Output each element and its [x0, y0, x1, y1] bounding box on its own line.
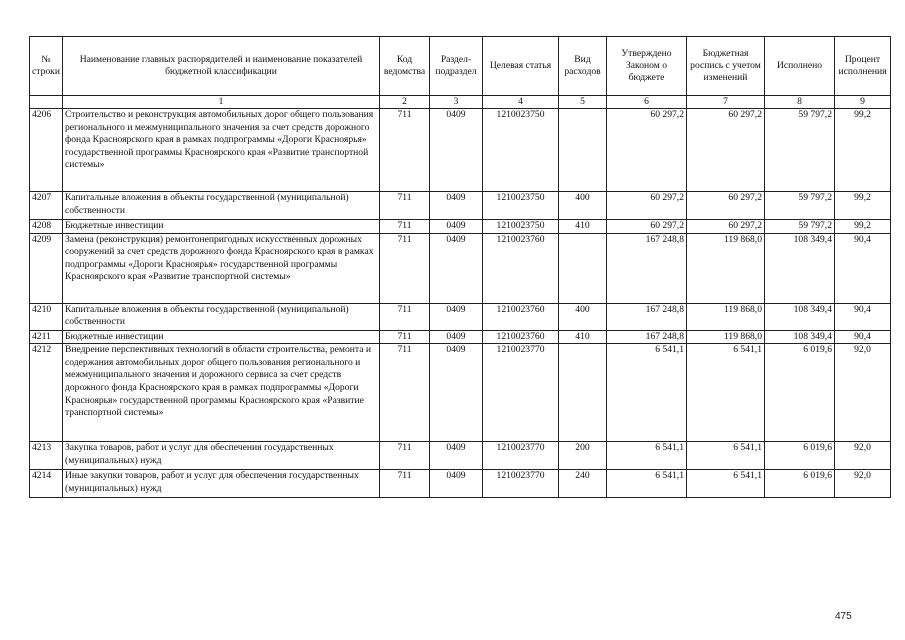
header-department-code: Код ведомства — [380, 37, 430, 96]
column-number: 6 — [607, 96, 687, 109]
column-number: 7 — [687, 96, 765, 109]
execution-percent: 99,2 — [835, 220, 891, 234]
section-code: 0409 — [430, 109, 483, 192]
target-article: 1210023750 — [483, 109, 559, 192]
column-number: 4 — [483, 96, 559, 109]
approved-amount: 167 248,8 — [607, 233, 687, 303]
approved-amount: 6 541,1 — [607, 470, 687, 498]
header-row-number: № строки — [30, 37, 63, 96]
execution-percent: 92,0 — [835, 470, 891, 498]
roster-amount: 60 297,2 — [687, 192, 765, 220]
row-number: 4207 — [30, 192, 63, 220]
expense-type: 240 — [559, 470, 607, 498]
row-name: Капитальные вложения в объекты государственной (муниципальной) собственности — [63, 192, 380, 220]
table-row — [30, 109, 891, 192]
table-row — [30, 220, 891, 234]
budget-execution-table — [29, 36, 891, 498]
department-code: 711 — [380, 442, 430, 470]
executed-amount: 108 349,4 — [765, 303, 835, 330]
section-code: 0409 — [430, 470, 483, 498]
row-number: 4213 — [30, 442, 63, 470]
executed-amount: 59 797,2 — [765, 109, 835, 192]
table-row — [30, 192, 891, 220]
expense-type — [559, 109, 607, 192]
execution-percent: 90,4 — [835, 303, 891, 330]
header-row — [30, 37, 891, 96]
row-name: Капитальные вложения в объекты государственной (муниципальной) собственности — [63, 303, 380, 330]
table-row — [30, 442, 891, 470]
row-number: 4208 — [30, 220, 63, 234]
approved-amount: 60 297,2 — [607, 192, 687, 220]
department-code: 711 — [380, 192, 430, 220]
target-article: 1210023770 — [483, 442, 559, 470]
column-number — [30, 96, 63, 109]
executed-amount: 6 019,6 — [765, 442, 835, 470]
approved-amount: 60 297,2 — [607, 220, 687, 234]
execution-percent: 92,0 — [835, 344, 891, 442]
roster-amount: 6 541,1 — [687, 344, 765, 442]
executed-amount: 59 797,2 — [765, 220, 835, 234]
roster-amount: 119 868,0 — [687, 303, 765, 330]
row-number: 4210 — [30, 303, 63, 330]
row-number: 4206 — [30, 109, 63, 192]
row-name: Бюджетные инвестиции — [63, 220, 380, 234]
page-number: 475 — [835, 611, 852, 622]
header-name: Наименование главных распорядителей и наименование показателей бюджетной классификации — [63, 37, 380, 96]
department-code: 711 — [380, 233, 430, 303]
executed-amount: 6 019,6 — [765, 344, 835, 442]
section-code: 0409 — [430, 220, 483, 234]
table-row — [30, 344, 891, 442]
execution-percent: 99,2 — [835, 192, 891, 220]
execution-percent: 92,0 — [835, 442, 891, 470]
expense-type: 400 — [559, 192, 607, 220]
column-number: 1 — [63, 96, 380, 109]
header-approved: Утверждено Законом о бюджете — [607, 37, 687, 96]
column-number-row — [30, 96, 891, 109]
approved-amount: 167 248,8 — [607, 303, 687, 330]
department-code: 711 — [380, 330, 430, 344]
department-code: 711 — [380, 109, 430, 192]
row-name: Иные закупки товаров, работ и услуг для обеспечения государственных (муниципальных) нужд — [63, 470, 380, 498]
expense-type: 400 — [559, 303, 607, 330]
executed-amount: 108 349,4 — [765, 330, 835, 344]
expense-type: 200 — [559, 442, 607, 470]
column-number: 8 — [765, 96, 835, 109]
roster-amount: 60 297,2 — [687, 109, 765, 192]
row-name: Закупка товаров, работ и услуг для обеспечения государственных (муниципальных) нужд — [63, 442, 380, 470]
department-code: 711 — [380, 470, 430, 498]
row-name: Бюджетные инвестиции — [63, 330, 380, 344]
target-article: 1210023770 — [483, 470, 559, 498]
department-code: 711 — [380, 344, 430, 442]
row-name: Замена (реконструкция) ремонтонепригодных искусственных дорожных сооружений за счет средств дорожного фонда Красноярского края в рамках подпрограммы «Дороги Красноярья» государственной программы Красноярского края «Развитие транспортной системы» — [63, 233, 380, 303]
section-code: 0409 — [430, 233, 483, 303]
department-code: 711 — [380, 303, 430, 330]
execution-percent: 99,2 — [835, 109, 891, 192]
executed-amount: 108 349,4 — [765, 233, 835, 303]
table-row — [30, 233, 891, 303]
table-row — [30, 330, 891, 344]
header-expense-type: Вид расходов — [559, 37, 607, 96]
row-number: 4209 — [30, 233, 63, 303]
expense-type: 410 — [559, 330, 607, 344]
column-number: 3 — [430, 96, 483, 109]
target-article: 1210023750 — [483, 192, 559, 220]
header-executed: Исполнено — [765, 37, 835, 96]
execution-percent: 90,4 — [835, 233, 891, 303]
section-code: 0409 — [430, 344, 483, 442]
column-number: 2 — [380, 96, 430, 109]
roster-amount: 6 541,1 — [687, 442, 765, 470]
expense-type: 410 — [559, 220, 607, 234]
table-row — [30, 303, 891, 330]
expense-type — [559, 344, 607, 442]
roster-amount: 119 868,0 — [687, 233, 765, 303]
header-percent: Процент исполнения — [835, 37, 891, 96]
approved-amount: 60 297,2 — [607, 109, 687, 192]
target-article: 1210023760 — [483, 233, 559, 303]
approved-amount: 6 541,1 — [607, 442, 687, 470]
header-budget-roster: Бюджетная роспись с учетом изменений — [687, 37, 765, 96]
table-row — [30, 470, 891, 498]
row-number: 4212 — [30, 344, 63, 442]
executed-amount: 59 797,2 — [765, 192, 835, 220]
row-name: Внедрение перспективных технологий в области строительства, ремонта и содержания автомобильных дорог общего пользования регионального и межмуниципального значения и дорожного сервиса за счет средств дорожного фонда Красноярского края в рамках подпрограммы «Дороги Красноярья» государственной программы Красноярского края «Развитие транспортной системы» — [63, 344, 380, 442]
target-article: 1210023760 — [483, 303, 559, 330]
column-number: 5 — [559, 96, 607, 109]
row-number: 4214 — [30, 470, 63, 498]
roster-amount: 60 297,2 — [687, 220, 765, 234]
row-number: 4211 — [30, 330, 63, 344]
approved-amount: 167 248,8 — [607, 330, 687, 344]
department-code: 711 — [380, 220, 430, 234]
expense-type — [559, 233, 607, 303]
section-code: 0409 — [430, 303, 483, 330]
execution-percent: 90,4 — [835, 330, 891, 344]
roster-amount: 6 541,1 — [687, 470, 765, 498]
row-name: Строительство и реконструкция автомобильных дорог общего пользования регионального и межмуниципального значения за счет средств дорожного фонда Красноярского края в рамках подпрограммы «Дороги Красноярья» государственной программы Красноярского края «Развитие транспортной системы» — [63, 109, 380, 192]
target-article: 1210023750 — [483, 220, 559, 234]
executed-amount: 6 019,6 — [765, 470, 835, 498]
approved-amount: 6 541,1 — [607, 344, 687, 442]
header-section: Раздел-подраздел — [430, 37, 483, 96]
target-article: 1210023760 — [483, 330, 559, 344]
column-number: 9 — [835, 96, 891, 109]
section-code: 0409 — [430, 192, 483, 220]
roster-amount: 119 868,0 — [687, 330, 765, 344]
header-target-article: Целевая статья — [483, 37, 559, 96]
target-article: 1210023770 — [483, 344, 559, 442]
section-code: 0409 — [430, 330, 483, 344]
section-code: 0409 — [430, 442, 483, 470]
